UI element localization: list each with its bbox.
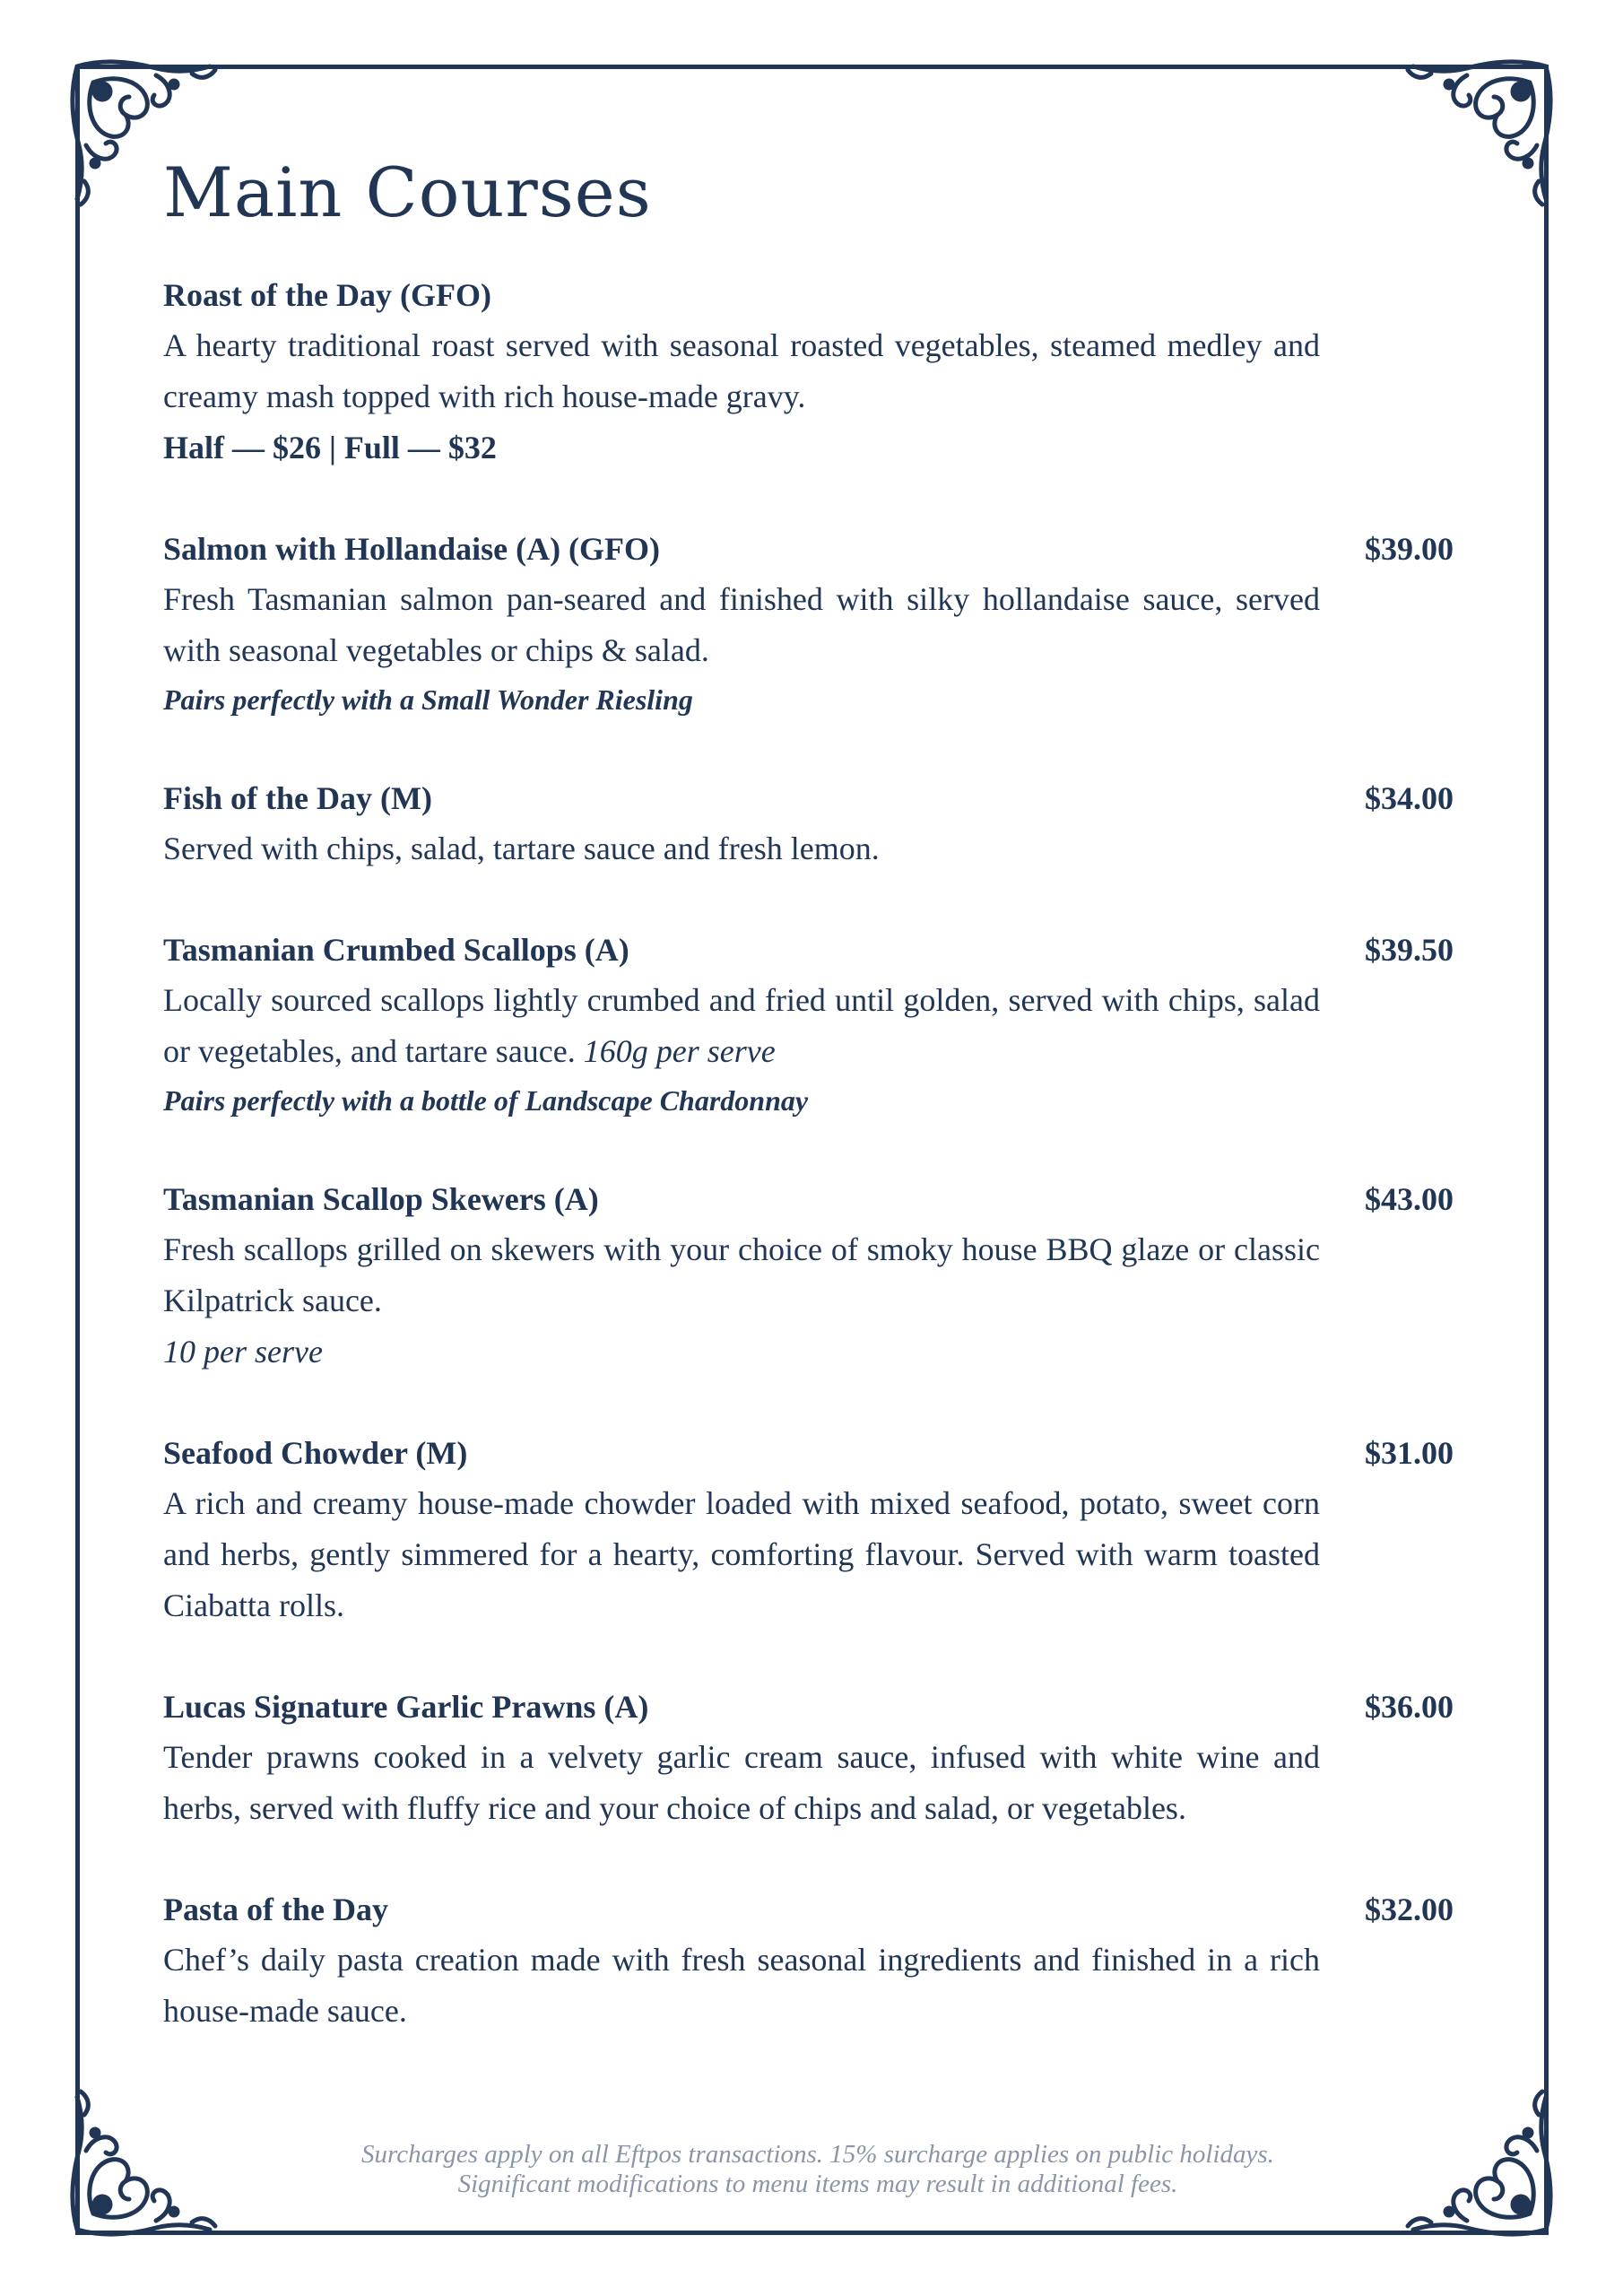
menu-item-name: Fish of the Day (M): [163, 780, 432, 816]
menu-item: [163, 1682, 1472, 1834]
menu-item-price: $39.50: [1365, 932, 1454, 968]
menu-item-name: Roast of the Day (GFO): [163, 277, 491, 313]
menu-item-description: Served with chips, salad, tartare sauce and fresh lemon.: [163, 831, 880, 866]
menu-item: [163, 1174, 1472, 1378]
menu-item-name: Seafood Chowder (M): [163, 1435, 468, 1471]
menu-item-description: A hearty traditional roast served with seasonal roasted vegetables, steamed medley and creamy mash topped with rich house-made gravy.: [163, 327, 1320, 414]
menu-item-price: $34.00: [1365, 780, 1454, 816]
menu-item-price: $32.00: [1365, 1892, 1454, 1927]
menu-item-name: Tasmanian Crumbed Scallops (A): [163, 932, 629, 968]
menu-content: [163, 152, 1472, 2087]
footer-line-modifications: Significant modifications to menu items may result in additional fees.: [457, 2170, 1178, 2198]
menu-item-description: A rich and creamy house-made chowder loaded with mixed seafood, potato, sweet corn and herbs, gently simmered for a hearty, comforting flavour. Served with warm toasted Ciabatta rolls.: [163, 1485, 1320, 1623]
page-title: Main Courses: [163, 152, 652, 232]
menu-item-pairing: Pairs perfectly with a bottle of Landscape Chardonnay: [163, 1084, 809, 1117]
footer-line-surcharge: Surcharges apply on all Eftpos transactions. 15% surcharge applies on public holidays.: [361, 2140, 1274, 2169]
surcharge-footer: [163, 2140, 1472, 2199]
menu-item-description: Fresh scallops grilled on skewers with your choice of smoky house BBQ glaze or classic Kilpatrick sauce.: [163, 1231, 1320, 1318]
menu-item-description: Fresh Tasmanian salmon pan-seared and finished with silky hollandaise sauce, served with seasonal vegetables or chips & salad.: [163, 581, 1320, 668]
menu-item-price: $43.00: [1365, 1181, 1454, 1217]
menu-item: [163, 1884, 1472, 2037]
menu-item-price: $31.00: [1365, 1435, 1454, 1471]
menu-item: [163, 925, 1472, 1124]
menu-item-description: Tender prawns cooked in a velvety garlic cream sauce, infused with white wine and herbs, served with fluffy rice and your choice of chips and salad, or vegetables.: [163, 1739, 1320, 1826]
menu-item-portion-note: 160g per serve: [583, 1033, 776, 1069]
menu-item-description: [163, 975, 1320, 1077]
menu-item-name: Tasmanian Scallop Skewers (A): [163, 1181, 599, 1217]
menu-item: [163, 1428, 1472, 1631]
menu-item-description: Chef’s daily pasta creation made with fresh seasonal ingredients and finished in a rich house-made sauce.: [163, 1942, 1320, 2029]
menu-item-description-text: Locally sourced scallops lightly crumbed and fried until golden, served with chips, salad or vegetables, and tartare sauce.: [163, 982, 1320, 1069]
menu-item-price: $36.00: [1365, 1689, 1454, 1725]
menu-item-name: Lucas Signature Garlic Prawns (A): [163, 1689, 649, 1725]
menu-item-price: $39.00: [1365, 531, 1454, 567]
menu-item: [163, 270, 1472, 474]
menu-item-name: Salmon with Hollandaise (A) (GFO): [163, 531, 661, 567]
menu-item-portion-note: 10 per serve: [163, 1334, 323, 1370]
menu-item-pairing: Pairs perfectly with a Small Wonder Riesling: [163, 683, 693, 716]
menu-item-name: Pasta of the Day: [163, 1892, 388, 1927]
menu-item: [163, 773, 1472, 874]
menu-item-size-prices: Half — $26 | Full — $32: [163, 430, 497, 465]
menu-item: [163, 524, 1472, 723]
